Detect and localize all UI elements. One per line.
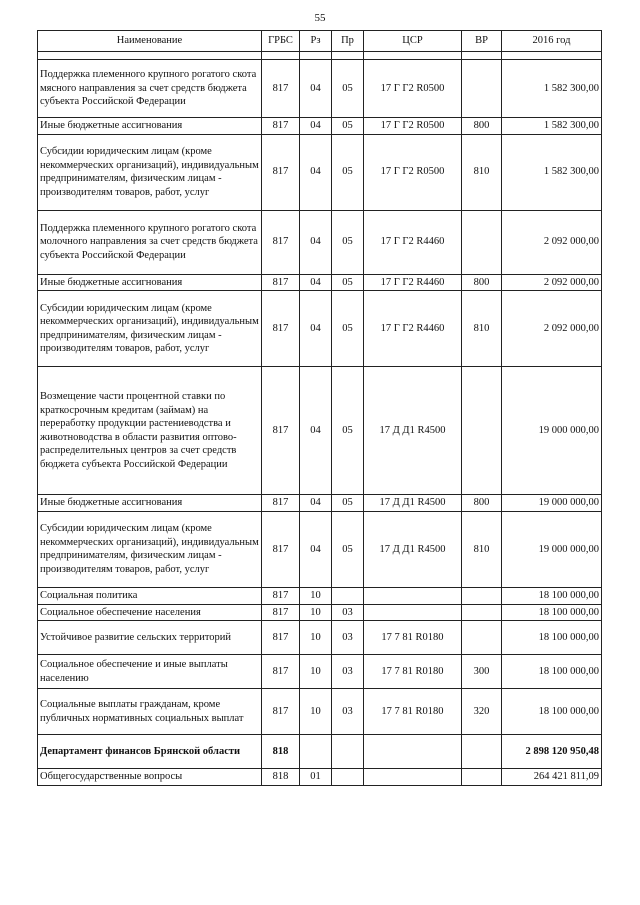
cell-rz: 04	[300, 210, 332, 274]
cell-amount: 2 092 000,00	[502, 291, 602, 367]
cell-pr: 03	[332, 621, 364, 655]
cell-amount: 2 092 000,00	[502, 210, 602, 274]
cell-pr: 05	[332, 511, 364, 587]
cell-rz: 04	[300, 291, 332, 367]
cell-csr: 17 Г Г2 R4460	[364, 274, 462, 291]
cell-grbs: 817	[262, 210, 300, 274]
cell-vr	[462, 604, 502, 621]
cell-rz: 04	[300, 274, 332, 291]
cell-vr	[462, 735, 502, 769]
header-spacer-row	[38, 52, 602, 60]
table-row	[38, 689, 602, 735]
cell-amount: 18 100 000,00	[502, 621, 602, 655]
cell-csr: 17 7 81 R0180	[364, 689, 462, 735]
table-row	[38, 274, 602, 291]
cell-rz: 10	[300, 655, 332, 689]
cell-csr: 17 7 81 R0180	[364, 655, 462, 689]
cell-name: Социальная политика	[38, 587, 262, 604]
header-grbs: ГРБС	[262, 31, 300, 52]
cell-name: Устойчивое развитие сельских территорий	[38, 621, 262, 655]
cell-pr: 05	[332, 134, 364, 210]
cell-grbs: 817	[262, 511, 300, 587]
cell-rz: 04	[300, 60, 332, 118]
cell-pr: 05	[332, 118, 364, 135]
cell-csr	[364, 769, 462, 786]
cell-name: Социальное обеспечение населения	[38, 604, 262, 621]
table-row	[38, 587, 602, 604]
cell-vr	[462, 210, 502, 274]
cell-grbs: 817	[262, 291, 300, 367]
cell-csr: 17 Г Г2 R0500	[364, 134, 462, 210]
cell-vr	[462, 769, 502, 786]
cell-csr: 17 Д Д1 R4500	[364, 367, 462, 495]
cell-grbs: 817	[262, 134, 300, 210]
cell-name: Иные бюджетные ассигнования	[38, 274, 262, 291]
cell-name: Субсидии юридическим лицам (кроме некоммерческих организаций), индивидуальным предпринимателям, физическим лицам - производителям товаров, работ, услуг	[38, 291, 262, 367]
cell-pr: 03	[332, 604, 364, 621]
cell-grbs: 817	[262, 495, 300, 512]
cell-name: Поддержка племенного крупного рогатого скота мясного направления за счет средств бюджета субъекта Российской Федерации	[38, 60, 262, 118]
table-row	[38, 769, 602, 786]
table-row	[38, 60, 602, 118]
cell-vr	[462, 587, 502, 604]
cell-vr: 810	[462, 511, 502, 587]
cell-csr: 17 7 81 R0180	[364, 621, 462, 655]
cell-grbs: 817	[262, 60, 300, 118]
cell-vr: 810	[462, 291, 502, 367]
cell-grbs: 818	[262, 769, 300, 786]
cell-amount: 18 100 000,00	[502, 587, 602, 604]
table-row	[38, 367, 602, 495]
cell-grbs: 818	[262, 735, 300, 769]
table-row	[38, 511, 602, 587]
cell-amount: 2 898 120 950,48	[502, 735, 602, 769]
cell-pr	[332, 587, 364, 604]
cell-csr: 17 Г Г2 R4460	[364, 291, 462, 367]
cell-grbs: 817	[262, 655, 300, 689]
cell-name: Субсидии юридическим лицам (кроме некоммерческих организаций), индивидуальным предпринимателям, физическим лицам - производителям товаров, работ, услуг	[38, 511, 262, 587]
cell-amount: 1 582 300,00	[502, 118, 602, 135]
cell-vr	[462, 621, 502, 655]
header-rz: Рз	[300, 31, 332, 52]
cell-grbs: 817	[262, 118, 300, 135]
cell-rz: 10	[300, 587, 332, 604]
header-name: Наименование	[38, 31, 262, 52]
cell-rz: 04	[300, 367, 332, 495]
cell-csr: 17 Д Д1 R4500	[364, 495, 462, 512]
cell-amount: 19 000 000,00	[502, 495, 602, 512]
cell-amount: 18 100 000,00	[502, 689, 602, 735]
cell-vr: 810	[462, 134, 502, 210]
cell-name: Иные бюджетные ассигнования	[38, 495, 262, 512]
cell-rz: 10	[300, 689, 332, 735]
cell-grbs: 817	[262, 367, 300, 495]
cell-pr: 05	[332, 60, 364, 118]
cell-csr	[364, 587, 462, 604]
cell-rz: 04	[300, 511, 332, 587]
cell-name: Социальные выплаты гражданам, кроме публичных нормативных социальных выплат	[38, 689, 262, 735]
budget-table	[37, 30, 602, 786]
cell-name: Субсидии юридическим лицам (кроме некоммерческих организаций), индивидуальным предпринимателям, физическим лицам - производителям товаров, работ, услуг	[38, 134, 262, 210]
cell-name: Возмещение части процентной ставки по краткосрочным кредитам (займам) на переработку продукции растениеводства и животноводства в области развития оптово-распределительных центров за счет средств бюджета субъекта Российской Федерации	[38, 367, 262, 495]
cell-amount: 2 092 000,00	[502, 274, 602, 291]
page-number: 55	[314, 12, 326, 24]
cell-pr: 03	[332, 655, 364, 689]
cell-csr: 17 Г Г2 R4460	[364, 210, 462, 274]
cell-name: Общегосударственные вопросы	[38, 769, 262, 786]
cell-pr: 05	[332, 210, 364, 274]
cell-csr	[364, 735, 462, 769]
cell-grbs: 817	[262, 587, 300, 604]
table-row	[38, 118, 602, 135]
cell-csr: 17 Г Г2 R0500	[364, 60, 462, 118]
cell-amount: 1 582 300,00	[502, 60, 602, 118]
cell-name: Поддержка племенного крупного рогатого скота молочного направления за счет средств бюджета субъекта Российской Федерации	[38, 210, 262, 274]
cell-rz: 10	[300, 621, 332, 655]
table-row	[38, 655, 602, 689]
cell-rz: 04	[300, 118, 332, 135]
cell-vr: 800	[462, 274, 502, 291]
cell-csr: 17 Г Г2 R0500	[364, 118, 462, 135]
cell-pr: 03	[332, 689, 364, 735]
cell-vr	[462, 367, 502, 495]
table-row	[38, 495, 602, 512]
cell-amount: 1 582 300,00	[502, 134, 602, 210]
cell-amount: 19 000 000,00	[502, 367, 602, 495]
cell-vr: 320	[462, 689, 502, 735]
cell-rz: 04	[300, 134, 332, 210]
cell-csr: 17 Д Д1 R4500	[364, 511, 462, 587]
cell-rz: 04	[300, 495, 332, 512]
cell-pr: 05	[332, 291, 364, 367]
table-row	[38, 291, 602, 367]
table-row	[38, 134, 602, 210]
cell-pr	[332, 735, 364, 769]
cell-vr: 800	[462, 495, 502, 512]
header-amount: 2016 год	[502, 31, 602, 52]
cell-name: Департамент финансов Брянской области	[38, 735, 262, 769]
cell-rz: 10	[300, 604, 332, 621]
table-row	[38, 604, 602, 621]
table-row	[38, 210, 602, 274]
header-pr: Пр	[332, 31, 364, 52]
table-row	[38, 621, 602, 655]
table-body	[38, 60, 602, 786]
cell-amount: 18 100 000,00	[502, 655, 602, 689]
table-header-row	[38, 31, 602, 52]
cell-pr: 05	[332, 274, 364, 291]
cell-grbs: 817	[262, 604, 300, 621]
cell-amount: 264 421 811,09	[502, 769, 602, 786]
cell-vr	[462, 60, 502, 118]
cell-grbs: 817	[262, 689, 300, 735]
cell-csr	[364, 604, 462, 621]
cell-rz: 01	[300, 769, 332, 786]
cell-name: Иные бюджетные ассигнования	[38, 118, 262, 135]
cell-grbs: 817	[262, 274, 300, 291]
cell-pr	[332, 769, 364, 786]
table-row	[38, 735, 602, 769]
cell-pr: 05	[332, 495, 364, 512]
cell-amount: 18 100 000,00	[502, 604, 602, 621]
cell-rz	[300, 735, 332, 769]
cell-amount: 19 000 000,00	[502, 511, 602, 587]
cell-vr: 300	[462, 655, 502, 689]
header-csr: ЦСР	[364, 31, 462, 52]
cell-name: Социальное обеспечение и иные выплаты населению	[38, 655, 262, 689]
cell-grbs: 817	[262, 621, 300, 655]
cell-pr: 05	[332, 367, 364, 495]
cell-vr: 800	[462, 118, 502, 135]
header-vr: ВР	[462, 31, 502, 52]
